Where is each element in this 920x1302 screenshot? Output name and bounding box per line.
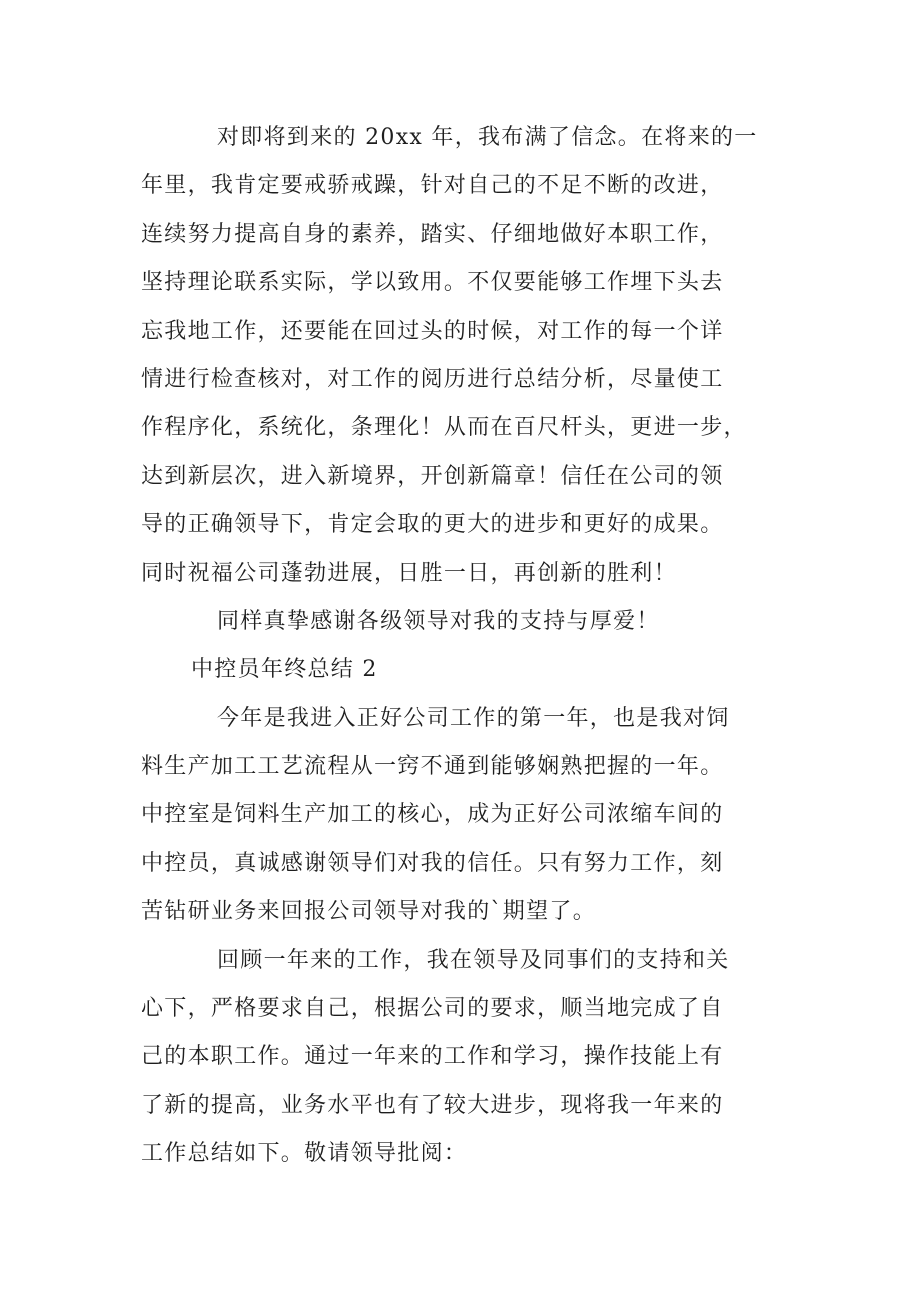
document-body <box>141 116 781 1181</box>
paragraph-line: 导的正确领导下，肯定会取的更大的进步和更好的成果。 <box>141 512 724 538</box>
paragraph-line: 对即将到来的 20xx 年，我布满了信念。在将来的一 <box>217 125 758 150</box>
paragraph-line: 达到新层次，进入新境界，开创新篇章！信任在公司的领 <box>141 463 724 489</box>
paragraph-introduction <box>141 697 781 939</box>
section-heading <box>141 648 781 696</box>
paragraph-line: 作程序化，系统化，条理化！从而在百尺杆头，更进一步， <box>141 415 747 441</box>
paragraph-line: 同样真挚感谢各级领导对我的支持与厚爱！ <box>217 608 660 634</box>
paragraph-line: 同时祝福公司蓬勃进展，日胜一日，再创新的胜利！ <box>141 560 677 586</box>
paragraph-line: 连续努力提高自身的素养，踏实、仔细地做好本职工作， <box>141 221 724 247</box>
paragraph-line: 己的本职工作。通过一年来的工作和学习，操作技能上有 <box>141 1044 724 1070</box>
paragraph-line: 忘我地工作，还要能在回过头的时候，对工作的每一个详 <box>141 318 724 344</box>
paragraph-line: 了新的提高，业务水平也有了较大进步，现将我一年来的 <box>141 1092 724 1118</box>
paragraph-line: 坚持理论联系实际，学以致用。不仅要能够工作埋下头去 <box>141 270 724 296</box>
paragraph-thanks <box>141 600 781 648</box>
paragraph-line: 今年是我进入正好公司工作的第一年，也是我对饲 <box>217 705 730 731</box>
paragraph-line: 心下，严格要求自己，根据公司的要求，顺当地完成了自 <box>141 996 724 1022</box>
paragraph-review <box>141 939 781 1181</box>
paragraph-line: 料生产加工工艺流程从一窍不通到能够娴熟把握的一年。 <box>141 754 724 780</box>
paragraph-line: 年里，我肯定要戒骄戒躁，针对自己的不足不断的改进， <box>141 173 724 199</box>
paragraph-line: 情进行检查核对，对工作的阅历进行总结分析，尽量使工 <box>141 366 724 392</box>
paragraph-line: 中控室是饲料生产加工的核心，成为正好公司浓缩车间的 <box>141 802 724 828</box>
paragraph-line: 中控员，真诚感谢领导们对我的信任。只有努力工作，刻 <box>141 850 724 876</box>
paragraph-line: 回顾一年来的工作，我在领导及同事们的支持和关 <box>217 947 730 973</box>
paragraph-line: 苦钻研业务来回报公司领导对我的`期望了。 <box>141 899 597 925</box>
paragraph-line: 工作总结如下。敬请领导批阅： <box>141 1141 468 1167</box>
section-title: 中控员年终总结 2 <box>191 657 378 683</box>
paragraph-resolution <box>141 116 781 600</box>
